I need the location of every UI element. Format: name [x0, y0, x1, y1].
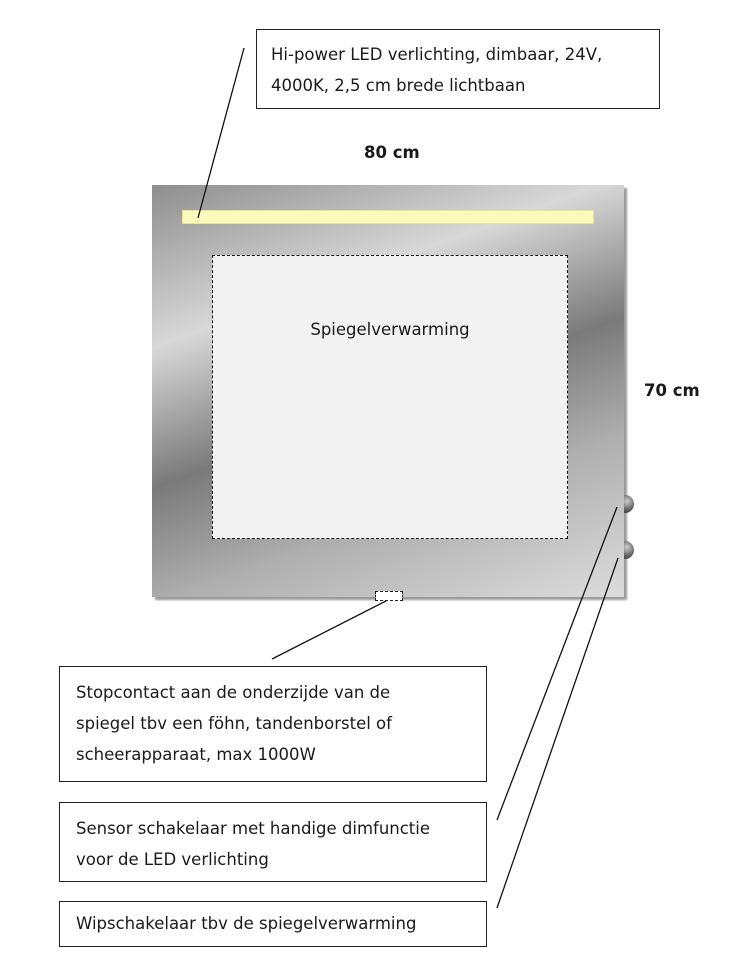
led-light-strip: [182, 210, 594, 224]
width-dimension-label: 80 cm: [364, 143, 420, 162]
socket-leader-line: [272, 601, 386, 659]
rocker-switch-knob: [624, 541, 634, 559]
mirror-heating-label: Spiegelverwarming: [310, 320, 470, 339]
mirror-heating-zone: [212, 255, 568, 539]
led-lighting-callout: Hi-power LED verlichting, dimbaar, 24V, 4000K, 2,5 cm brede lichtbaan: [256, 29, 660, 109]
power-socket-outline: [375, 591, 403, 601]
rocker-leader-line: [497, 558, 618, 908]
height-dimension-label: 70 cm: [644, 381, 700, 400]
sensor-switch-knob: [624, 495, 634, 513]
socket-callout: Stopcontact aan de onderzijde van de spiegel tbv een föhn, tandenborstel of scheerapparaat, max 1000W: [59, 666, 487, 782]
sensor-switch-callout: Sensor schakelaar met handige dimfunctie voor de LED verlichting: [59, 802, 487, 882]
rocker-switch-callout: Wipschakelaar tbv de spiegelverwarming: [59, 901, 487, 947]
